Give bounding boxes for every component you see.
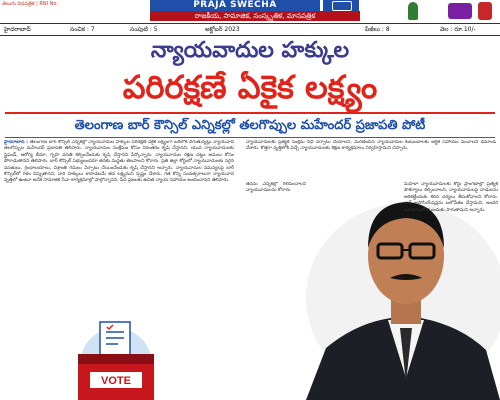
article-body-3: మహిళా న్యాయవాదులకు కోర్టు ప్రాంగణాల్లో ప్రత్యేక సౌకర్యాలు కల్పించాలని, న్యాయవాదులపై దాడులను అరికట్టేందుకు కఠిన చర్యలు తీసుకోవాలని కోరారు. బార్ అసోసియేషన్లను బలోపేతం చేస్తామని, అందరి సహకారంతో ముందుకు సాగుతామని అన్నారు.: [404, 182, 498, 213]
article-column-1: [4, 140, 234, 316]
masthead-logo-icon: [322, 0, 359, 11]
article-body-1: తెలంగాణ బార్ కౌన్సిల్ ఎన్నికల్లో న్యాయవాదుల హక్కుల పరిరక్షణే ఏకైక లక్ష్యంగా బరిలోకి దిగుతున్నట్లు న్యాయవాది తలగొప్పుల మహేందర్ ప్రజాపతి తెలిపారు. న్యాయవాదుల సంక్షేమం కోసం నిరంతరం కృషి చేస్తానని, యువ న్యాయవాదులకు స్టైఫండ్, ఆరోగ్య బీమా, గృహ వసతి కల్పించేందుకు కృషి చేస్తానని పేర్కొన్నారు. న్యాయవాదుల రక్షణ చట్టం అమలు కోసం పోరాడుతానని తెలిపారు. బార్ కౌన్సిల్ సభ్యులందరూ తనకు మద్దతు తెలపాలని కోరారు. ప్రతి జిల్లా కోర్టులో న్యాయవాదులకు సరైన వసతులు, గ్రంథాలయాలు, విశ్రాంతి గదులు ఏర్పాటు చేయించేందుకు కృషి చేస్తానని అన్నారు. న్యాయవాదుల సమస్యలపై బార్ కౌన్సిల్‌లో గళం విప్పుతానని, వారి హక్కులు కాపాడటమే తన లక్ష్యమని స్పష్టం చేశారు. గత కొన్ని సంవత్సరాలుగా న్యాయవాద వృత్తిలో ఉంటూ అనేక సామాజిక సేవా కార్యక్రమాల్లో పాల్గొన్నానని, పేద ప్రజలకు ఉచిత న్యాయ సహాయం అందించానని తెలిపారు.: [4, 140, 234, 184]
dateline-date: అక్టోబర్ 2023: [205, 26, 240, 33]
figure-icon: [408, 2, 418, 20]
figure-icon: [448, 3, 472, 19]
paper-name: PRAJA SWECHA: [150, 0, 320, 11]
article-column-3: [404, 182, 498, 332]
ballot-box-icon: [56, 318, 176, 400]
dateline-issue: సంపుటి : 5: [130, 26, 158, 33]
masthead-figures: [400, 0, 500, 22]
masthead-left-text: తెలుగు దినపత్రిక | RNI No.: [2, 1, 58, 7]
article-body-2: న్యాయవాదులకు ప్రత్యేక సంక్షేమ నిధి ఏర్పాటు చేయాలని, మరణించిన న్యాయవాదుల కుటుంబాలకు ఆర్థిక సహాయం పెంచాలని డిమాండ్ చేశారు. కొత్తగా వృత్తిలోకి వచ్చే న్యాయవాదులకు శిక్షణ కార్యక్రమాలు నిర్వహిస్తామని చెప్పారు.: [246, 140, 496, 152]
masthead: [0, 0, 500, 22]
headline-line2: పరిరక్షణే ఏకైక లక్ష్యం: [122, 68, 378, 106]
divider: [5, 112, 495, 114]
dateline-price: వెల : రూ.10/-: [440, 26, 476, 33]
figure-icon: [478, 2, 492, 20]
dateline-place: హైదరాబాద్: [4, 26, 31, 33]
subheadline: తెలంగాణ బార్ కౌన్సిల్ ఎన్నికల్లో తలగొప్పుల మహేందర్ ప్రజాపతి పోటీ: [74, 118, 426, 133]
article-lead: హైదరాబాద్ :: [4, 140, 30, 145]
divider: [5, 137, 495, 138]
headline-line1: న్యాయవాదుల హక్కుల: [150, 38, 350, 63]
vote-label: VOTE: [101, 375, 131, 387]
dateline-pages: పేజీలు : 8: [365, 26, 390, 33]
dateline-volume: సంచిక : 7: [70, 26, 95, 33]
paper-tagline: రాజకీయ, సామాజిక, సంస్కృతిక, మాసపత్రిక: [150, 11, 360, 21]
article-body-4: తనను ఎన్నికల్లో గెలిపించాలని న్యాయవాదులను కోరారు.: [246, 182, 306, 194]
article-column-2: [246, 140, 496, 182]
dateline: [0, 23, 500, 36]
